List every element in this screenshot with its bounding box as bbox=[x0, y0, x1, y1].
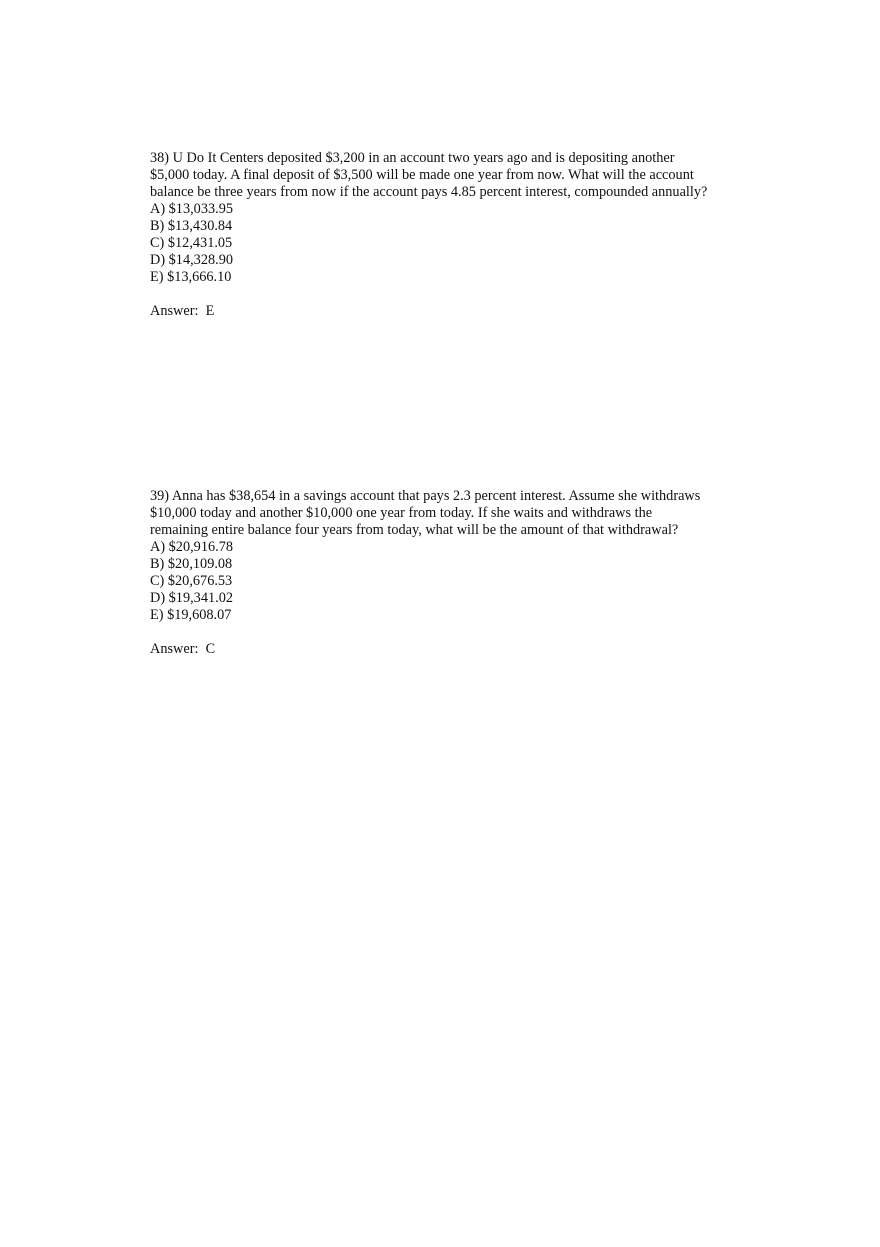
answer-options bbox=[150, 201, 750, 286]
answer-key: Answer: C bbox=[150, 641, 216, 657]
option-a: A) $20,916.78 bbox=[150, 539, 233, 555]
answer-key: Answer: E bbox=[150, 303, 215, 319]
question-stem-line: $5,000 today. A final deposit of $3,500 will be made one year from now. What will the account bbox=[150, 167, 694, 183]
question-stem bbox=[150, 150, 750, 201]
option-b: B) $13,430.84 bbox=[150, 218, 233, 234]
question-stem-line: 39) Anna has $38,654 in a savings account that pays 2.3 percent interest. Assume she withdraws bbox=[150, 488, 701, 504]
question-stem-line: remaining entire balance four years from today, what will be the amount of that withdrawal? bbox=[150, 522, 679, 538]
option-d: D) $14,328.90 bbox=[150, 252, 233, 268]
question-38 bbox=[150, 150, 750, 320]
option-c: C) $12,431.05 bbox=[150, 235, 233, 251]
option-a: A) $13,033.95 bbox=[150, 201, 233, 217]
option-b: B) $20,109.08 bbox=[150, 556, 233, 572]
question-stem-line: 38) U Do It Centers deposited $3,200 in an account two years ago and is depositing another bbox=[150, 150, 675, 166]
option-e: E) $13,666.10 bbox=[150, 269, 232, 285]
option-e: E) $19,608.07 bbox=[150, 607, 232, 623]
option-c: C) $20,676.53 bbox=[150, 573, 233, 589]
answer-options bbox=[150, 539, 750, 624]
question-stem-line: balance be three years from now if the account pays 4.85 percent interest, compounded annually? bbox=[150, 184, 708, 200]
option-d: D) $19,341.02 bbox=[150, 590, 233, 606]
question-stem bbox=[150, 488, 750, 539]
question-stem-line: $10,000 today and another $10,000 one year from today. If she waits and withdraws the bbox=[150, 505, 653, 521]
question-39 bbox=[150, 488, 750, 658]
